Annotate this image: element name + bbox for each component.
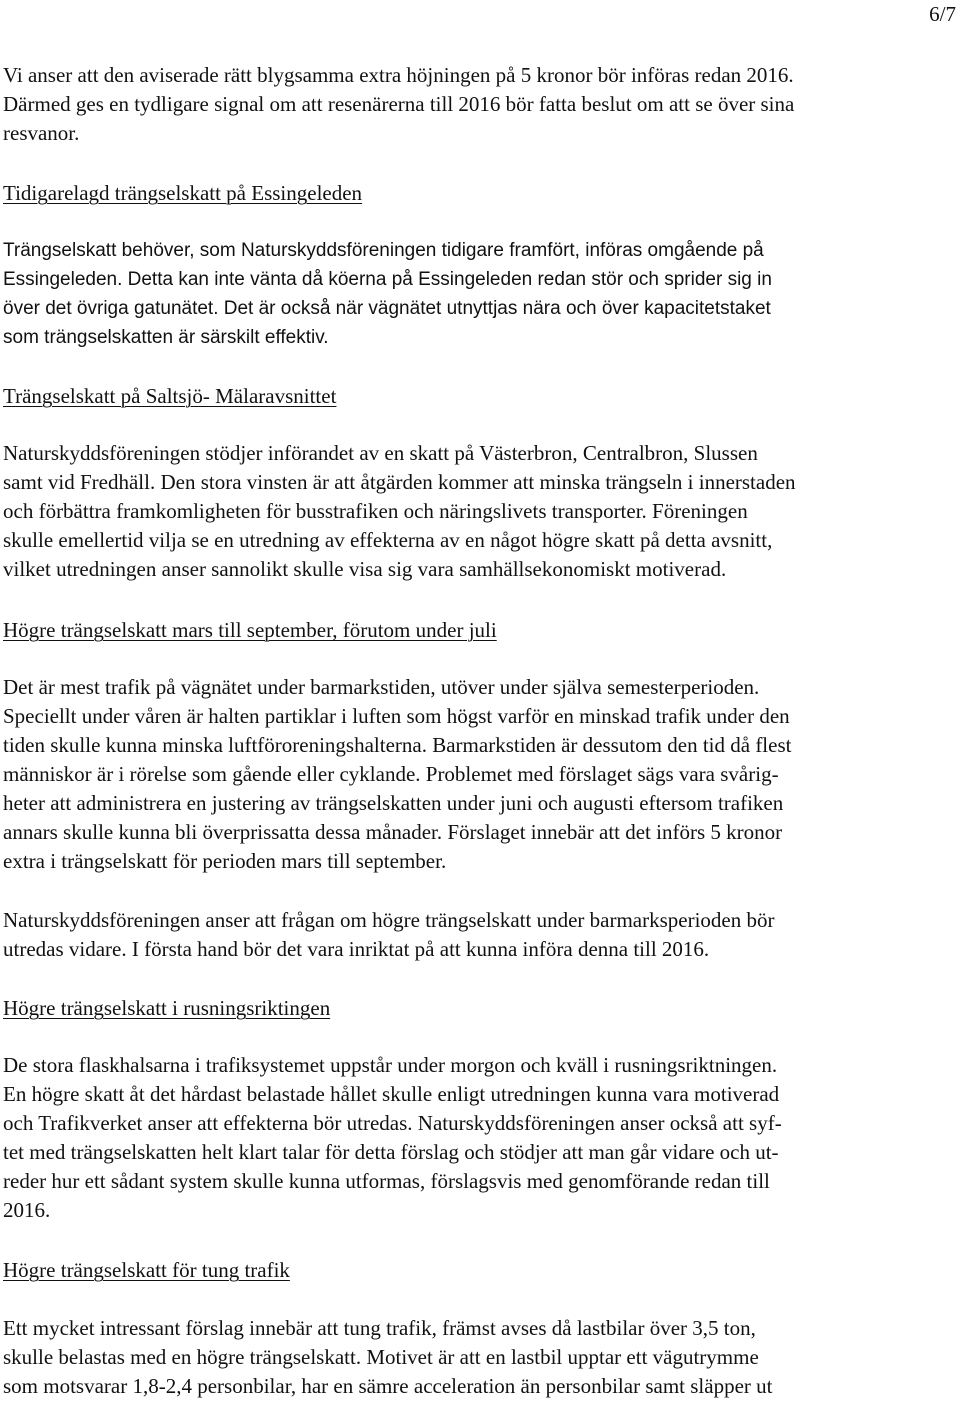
paragraph-line: Ett mycket intressant förslag innebär att tung trafik, främst avses då lastbilar över 3,5 ton,: [3, 1316, 756, 1340]
paragraph-line: Speciellt under våren är halten partiklar i luften som högst varför en minskad trafik under den: [3, 704, 790, 728]
paragraph-line: heter att administrera en justering av trängselskatten under juni och augusti eftersom trafiken: [3, 791, 784, 815]
page-number: 6/7: [929, 2, 956, 26]
paragraph-line: En högre skatt åt det hårdast belastade hållet skulle enligt utredningen kunna vara motiverad: [3, 1082, 780, 1106]
paragraph-line: Naturskyddsföreningen stödjer införandet av en skatt på Västerbron, Centralbron, Slussen: [3, 441, 758, 465]
paragraph-line: som trängselskatten är särskilt effektiv.: [3, 327, 329, 348]
paragraph-line: resvanor.: [3, 121, 80, 145]
paragraph-line: tiden skulle kunna minska luftföroreningshalterna. Barmarkstiden är dessutom den tid då flest: [3, 733, 792, 757]
paragraph-line: Det är mest trafik på vägnätet under barmarkstiden, utöver under själva semesterperioden.: [3, 675, 760, 699]
paragraph-line: annars skulle kunna bli överprissatta dessa månader. Förslaget innebär att det införs 5 kronor: [3, 820, 783, 844]
section-heading-mars-september: Högre trängselskatt mars till september, förutom under juli: [3, 618, 497, 642]
paragraph-line: reder hur ett sådant system skulle kunna utformas, förslagsvis med genomförande redan till: [3, 1169, 770, 1193]
paragraph-line: och Trafikverket anser att effekterna bör utredas. Naturskyddsföreningen anser också att syf-: [3, 1111, 782, 1135]
paragraph-line: Trängselskatt behöver, som Naturskyddsföreningen tidigare framfört, införas omgående på: [3, 240, 764, 261]
paragraph-line: Essingeleden. Detta kan inte vänta då köerna på Essingeleden redan stör och sprider sig in: [3, 269, 772, 290]
section-heading-essingeleden: Tidigarelagd trängselskatt på Essingeleden: [3, 181, 363, 205]
intro-paragraph: [3, 61, 794, 148]
paragraph-line: vilket utredningen anser sannolikt skulle visa sig vara samhällsekonomiskt motiverad.: [3, 557, 727, 581]
paragraph-line: De stora flaskhalsarna i trafiksystemet uppstår under morgon och kväll i rusningsriktningen.: [3, 1053, 778, 1077]
section-paragraph-rusningsriktingen: [3, 1051, 782, 1225]
section-paragraph-essingeleden: [3, 236, 772, 352]
section-paragraph-barmarksperioden: [3, 906, 775, 964]
paragraph-line: Vi anser att den aviserade rätt blygsamma extra höjningen på 5 kronor bör införas redan 2016.: [3, 63, 794, 87]
paragraph-line: som motsvarar 1,8-2,4 personbilar, har en sämre acceleration än personbilar samt släpper ut: [3, 1374, 773, 1398]
paragraph-line: skulle emellertid vilja se en utredning av effekterna av en något högre skatt på detta avsnitt,: [3, 528, 773, 552]
paragraph-line: Naturskyddsföreningen anser att frågan om högre trängselskatt under barmarksperioden bör: [3, 908, 775, 932]
section-heading-saltsjo-malaren: Trängselskatt på Saltsjö- Mälaravsnittet: [3, 384, 337, 408]
section-paragraph-mars-september: [3, 673, 791, 876]
paragraph-line: tet med trängselskatten helt klart talar för detta förslag och stödjer att man går vidare och ut-: [3, 1140, 779, 1164]
paragraph-line: människor är i rörelse som gående eller cyklande. Problemet med förslaget sägs vara svårig-: [3, 762, 779, 786]
paragraph-line: över det övriga gatunätet. Det är också när vägnätet utnyttjas nära och över kapacitetstaket: [3, 298, 771, 319]
paragraph-line: extra i trängselskatt för perioden mars till september.: [3, 849, 447, 873]
section-heading-tung-trafik: Högre trängselskatt för tung trafik: [3, 1258, 290, 1282]
section-paragraph-tung-trafik: [3, 1314, 772, 1401]
paragraph-line: 2016.: [3, 1198, 51, 1222]
paragraph-line: och förbättra framkomligheten för busstrafiken och näringslivets transporter. Föreningen: [3, 499, 748, 523]
paragraph-line: samt vid Fredhäll. Den stora vinsten är att åtgärden kommer att minska trängseln i innerstaden: [3, 470, 796, 494]
section-paragraph-saltsjo-malaren: [3, 439, 796, 584]
section-heading-rusningsriktingen: Högre trängselskatt i rusningsriktingen: [3, 996, 331, 1020]
paragraph-line: utredas vidare. I första hand bör det vara inriktat på att kunna införa denna till 2016.: [3, 937, 710, 961]
paragraph-line: Därmed ges en tydligare signal om att resenärerna till 2016 bör fatta beslut om att se över sina: [3, 92, 795, 116]
paragraph-line: skulle belastas med en högre trängselskatt. Motivet är att en lastbil upptar ett vägutrymme: [3, 1345, 759, 1369]
